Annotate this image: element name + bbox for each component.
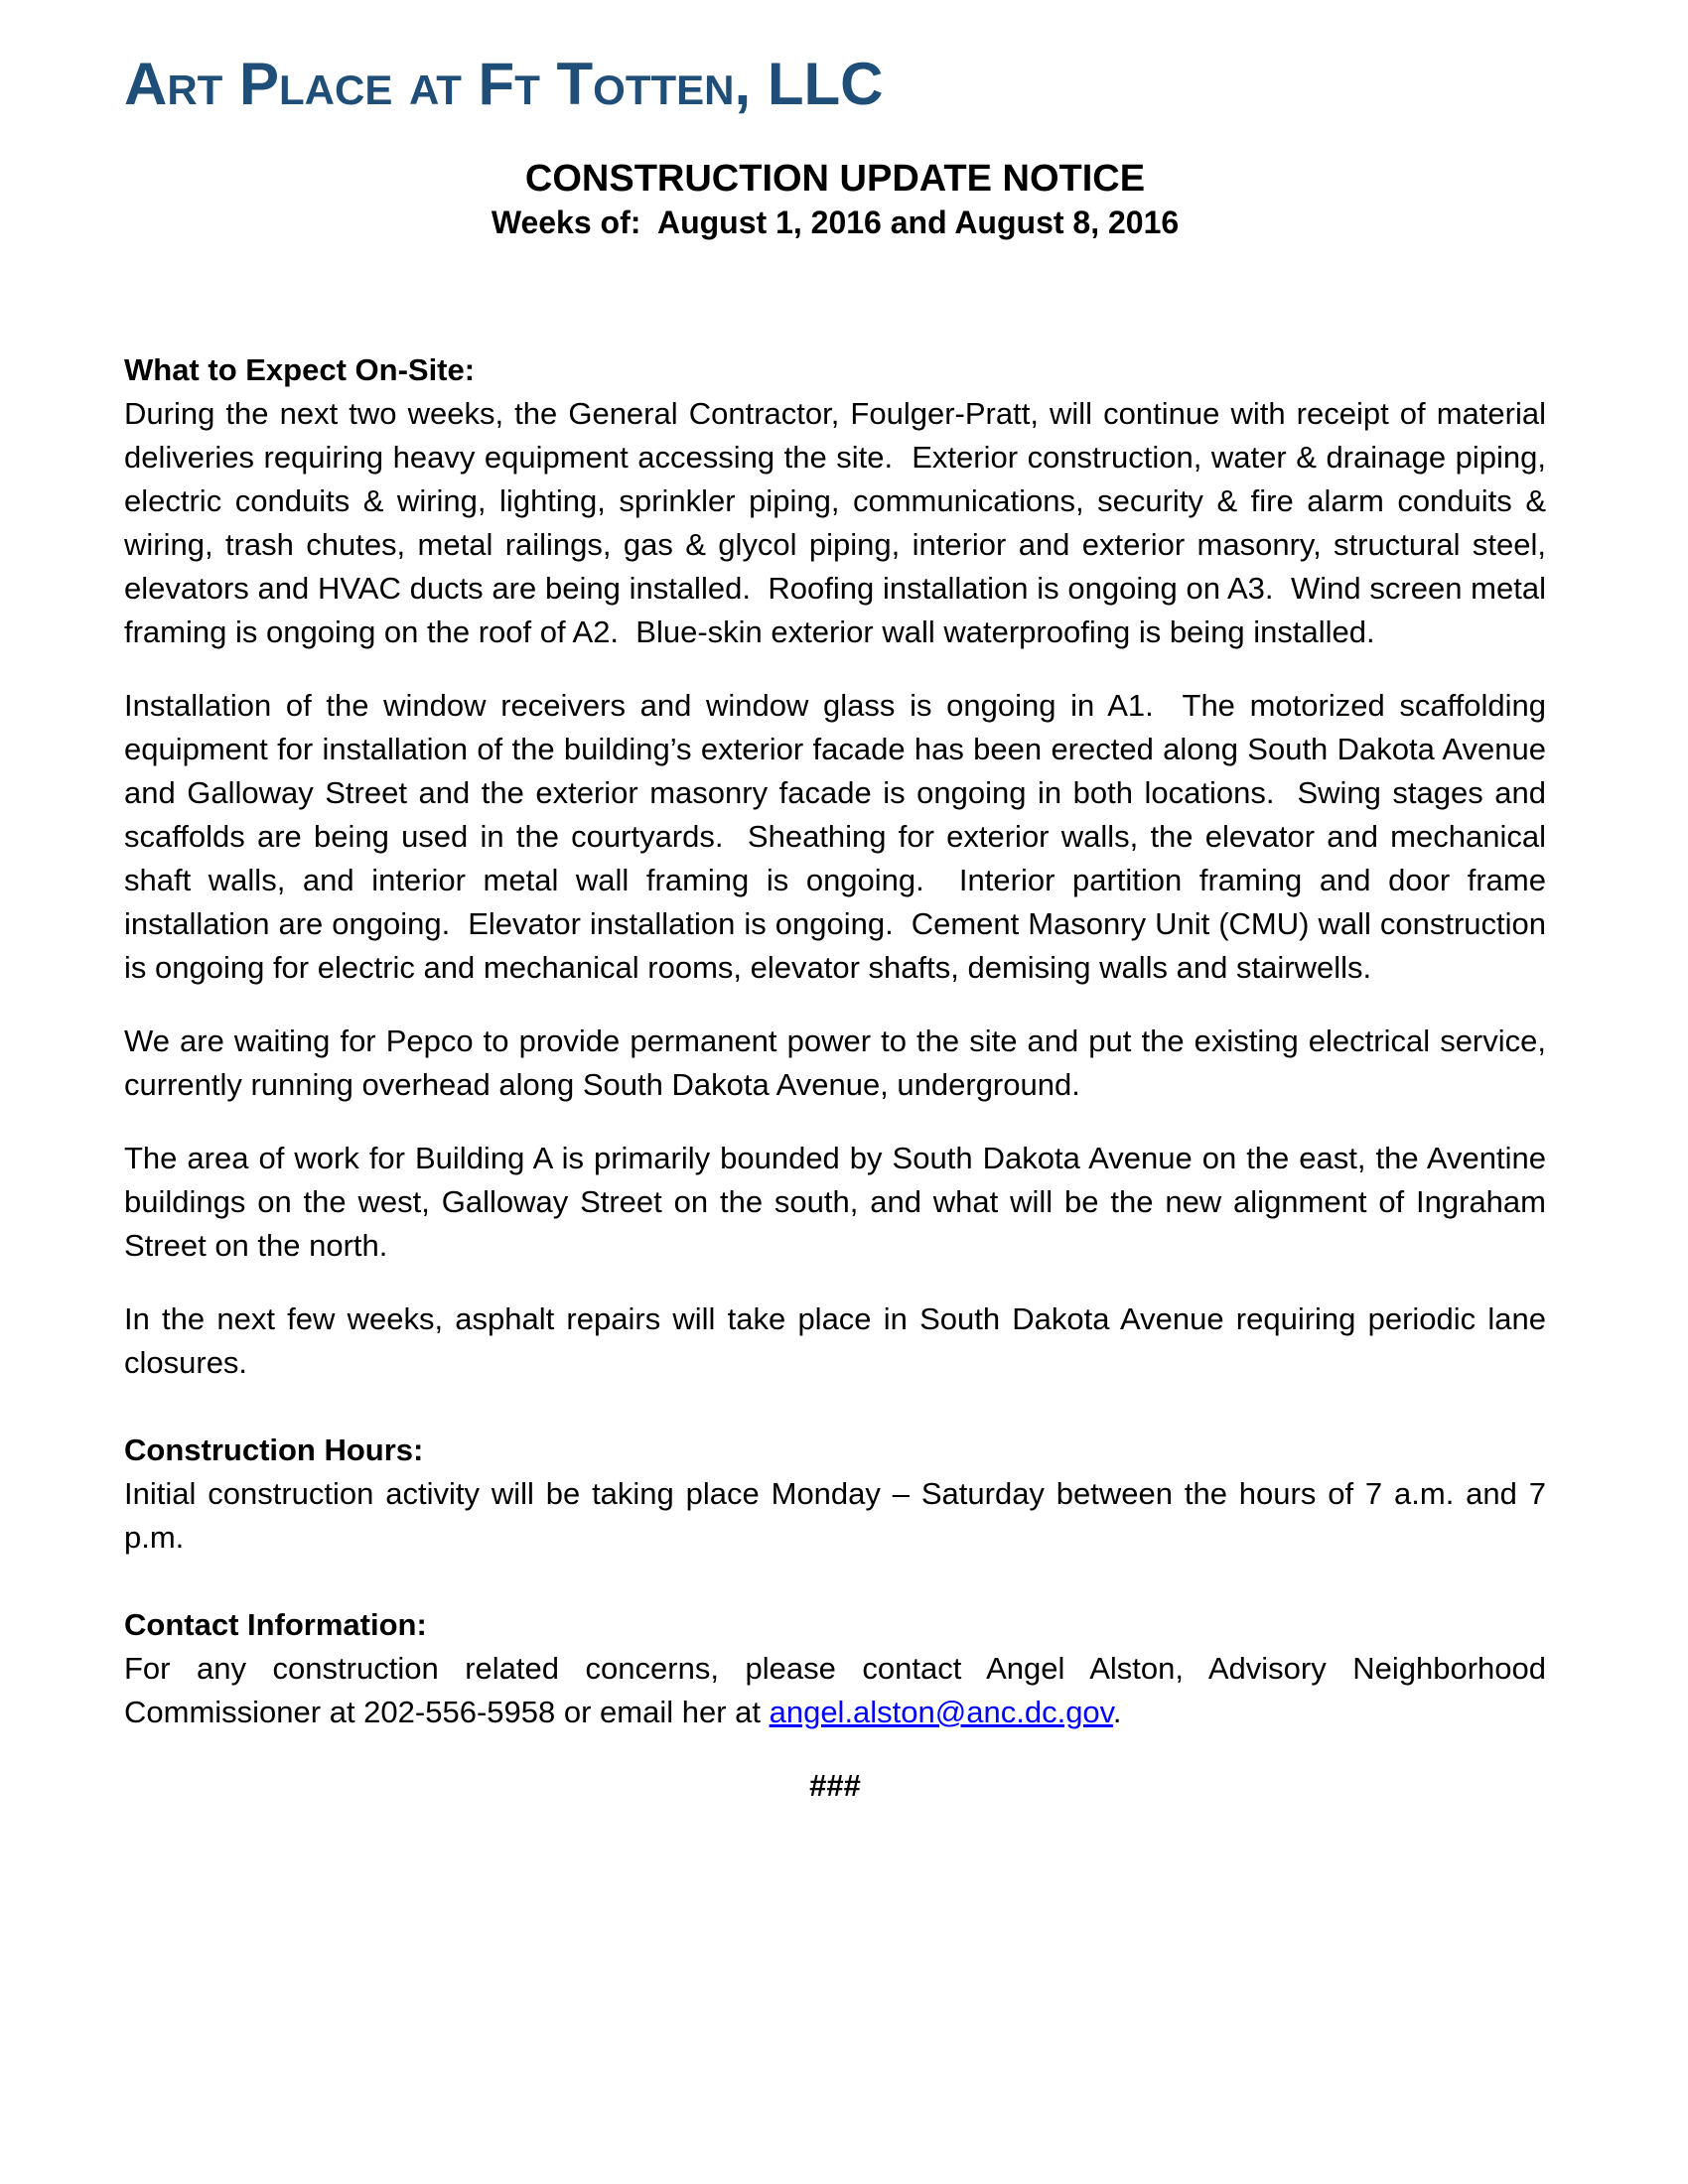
section-heading-contact-information: Contact Information:: [124, 1607, 427, 1642]
document-subtitle: Weeks of: August 1, 2016 and August 8, 2016: [491, 205, 1180, 240]
end-of-notice-mark: ###: [809, 1768, 861, 1803]
paragraph-installation-progress: Installation of the window receivers and window glass is ongoing in A1. The motorized scaffolding equipment for installation of the building’s exterior facade has been erected along South Dakota Avenue and Galloway Street and the exterior masonry facade is ongoing in both locations. Swing stages and scaffolds are being used in the courtyards. Sheathing for exterior walls, the elevator and mechanical shaft walls, and interior metal wall framing is ongoing. Interior partition framing and door frame installation are ongoing. Elevator installation is ongoing. Cement Masonry Unit (CMU) wall construction is ongoing for electric and mechanical rooms, elevator shafts, demising walls and stairwells.: [124, 688, 1555, 985]
document-content: [124, 50, 1555, 1808]
email-link[interactable]: angel.alston@anc.dc.gov: [769, 1695, 1113, 1729]
section-heading-construction-hours: Construction Hours:: [124, 1433, 424, 1467]
paragraph-contact-information: [124, 1647, 1555, 1734]
paragraph-asphalt-repairs: In the next few weeks, asphalt repairs will take place in South Dakota Avenue requiring periodic lane closures.: [124, 1301, 1555, 1380]
document-title: CONSTRUCTION UPDATE NOTICE: [524, 158, 1146, 200]
paragraph-pepco-power: We are waiting for Pepco to provide permanent power to the site and put the existing electrical service, currently running overhead along South Dakota Avenue, underground.: [124, 1024, 1555, 1102]
paragraph-construction-hours: Initial construction activity will be taking place Monday – Saturday between the hours of 7 a.m. and 7 p.m.: [124, 1476, 1555, 1555]
contact-text-after-link: .: [1112, 1695, 1122, 1729]
letterhead-company-name: Art Place at Ft Totten, LLC: [124, 51, 884, 117]
document-body: [124, 348, 1555, 1808]
section-heading-what-to-expect: What to Expect On-Site:: [124, 352, 476, 387]
paragraph-site-work-overview: During the next two weeks, the General Contractor, Foulger-Pratt, will continue with receipt of material deliveries requiring heavy equipment accessing the site. Exterior construction, water & drainage piping, electric conduits & wiring, lighting, sprinkler piping, communications, security & fire alarm conduits & wiring, trash chutes, metal railings, gas & glycol piping, interior and exterior masonry, structural steel, elevators and HVAC ducts are being installed. Roofing installation is ongoing on A3. Wind screen metal framing is ongoing on the roof of A2. Blue-skin exterior wall waterproofing is being installed.: [124, 396, 1555, 649]
section-spacer: [124, 1589, 1546, 1603]
paragraph-area-of-work: The area of work for Building A is primarily bounded by South Dakota Avenue on the east, the Aventine buildings on the west, Galloway Street on the south, and what will be the new alignment of Ingraham Street on the north.: [124, 1141, 1555, 1263]
contact-text-before-link: For any construction related concerns, please contact Angel Alston, Advisory Neighborhood Commissioner at 202-556-5958 or email her at: [124, 1651, 1555, 1729]
section-spacer: [124, 1415, 1546, 1429]
